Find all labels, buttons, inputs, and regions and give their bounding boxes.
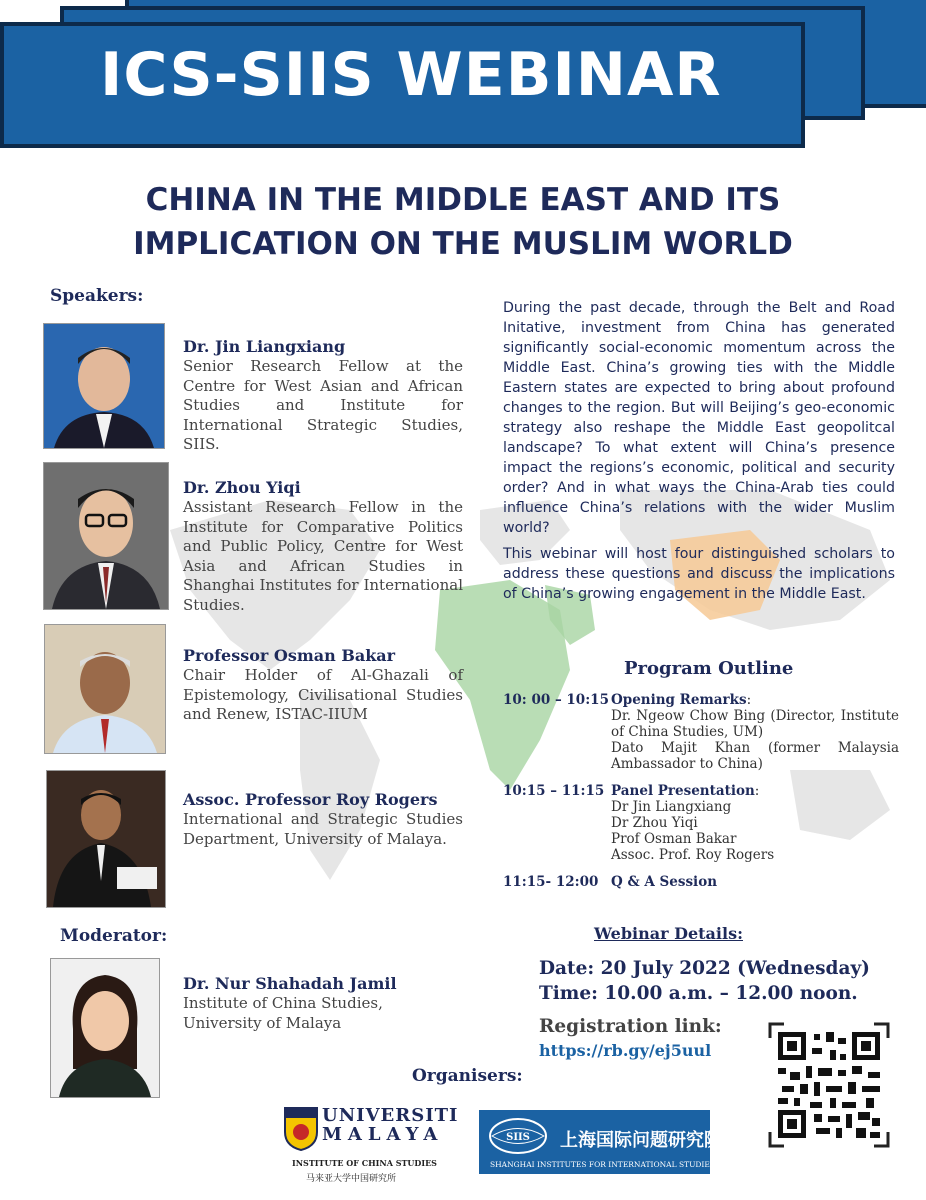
moderator-label: Moderator: [60, 926, 168, 946]
program-title: Program Outline [624, 658, 794, 679]
program-item [611, 874, 899, 890]
qr-code-icon[interactable] [768, 1022, 890, 1148]
program-item-suffix: : [754, 783, 760, 799]
webinar-intro [503, 298, 895, 610]
program-item-suffix: : [746, 692, 752, 708]
webinar-title [20, 178, 906, 266]
universiti-malaya-name [322, 1106, 458, 1144]
speaker-name: Dr. Jin Liangxiang [183, 337, 346, 356]
speaker-desc: Assistant Research Fellow in the Institute for Comparative Politics and Public Policy, Centre for West Asia and African Studies in Shanghai Institutes for International Studies. [183, 498, 463, 614]
banner-title: ICS-SIIS WEBINAR [100, 40, 722, 110]
moderator-name: Dr. Nur Shahadah Jamil [183, 974, 397, 993]
program-item-title: Opening Remarks [611, 692, 747, 708]
webinar-title-line1: CHINA IN THE MIDDLE EAST AND ITS [145, 182, 781, 218]
speaker-name: Professor Osman Bakar [183, 646, 396, 665]
speaker-photo-osman [44, 624, 166, 754]
siis-badge-text: SIIS [506, 1132, 530, 1143]
siis-name-en: SHANGHAI INSTITUTES FOR INTERNATIONAL STUDIES [490, 1160, 716, 1169]
speaker-desc: Chair Holder of Al-Ghazali of Epistemology, Civilisational Studies and Renew, ISTAC-IIUM [183, 666, 463, 723]
speaker-zhou [183, 478, 463, 615]
moderator-desc: Institute of China Studies, University of Malaya [183, 994, 383, 1032]
registration-label: Registration link: [539, 1016, 722, 1037]
program-time: 10: 00 – 10:15 [503, 692, 609, 708]
moderator-avatar-icon [51, 959, 159, 1097]
moderator [183, 974, 463, 1033]
speaker-photo-roy [46, 770, 166, 908]
webinar-time: Time: 10.00 a.m. – 12.00 noon. [539, 983, 858, 1004]
webinar-details-title: Webinar Details: [594, 924, 743, 943]
webinar-date: Date: 20 July 2022 (Wednesday) [539, 958, 870, 979]
program-item-line: Assoc. Prof. Roy Rogers [611, 847, 775, 863]
moderator-photo [50, 958, 160, 1098]
webinar-title-line2: IMPLICATION ON THE MUSLIM WORLD [133, 226, 793, 262]
program-item-title: Panel Presentation [611, 783, 755, 799]
program-item-line: Prof Osman Bakar [611, 831, 737, 847]
intro-paragraph: This webinar will host four distinguished scholars to address these questions and discuss the implications of China’s growing engagement in the Middle East. [503, 546, 895, 602]
program-item-line: Dato Majit Khan (former Malaysia Ambassador to China) [611, 740, 899, 772]
program-item-title: Q & A Session [611, 874, 718, 890]
registration-link[interactable]: https://rb.gy/ej5uul [539, 1041, 712, 1060]
speakers-label: Speakers: [50, 286, 144, 306]
intro-paragraph: During the past decade, through the Belt and Road Initative, investment from China has generated significantly social-economic momentum across the Middle East. China’s growing ties with the Middle Eastern states are expected to bring about profound changes to the region. But will Beijing’s geo-economic strategy also reshape the Middle East geopolitcal landscape? To what extent will China’s presence impact the regions’s economic, political and security order? And in what ways the China-Arab ties could influence China’s relations with the wider Muslim world? [503, 300, 895, 536]
speaker-avatar-icon [44, 463, 168, 609]
speaker-name: Assoc. Professor Roy Rogers [183, 790, 438, 809]
um-institute: INSTITUTE OF CHINA STUDIES [292, 1158, 437, 1168]
um-line1: UNIVERSITI [322, 1105, 459, 1126]
speaker-avatar-icon [45, 625, 165, 753]
speaker-jin [183, 337, 463, 455]
program-item [611, 692, 899, 772]
universiti-malaya-crest-icon [283, 1106, 319, 1152]
um-institute-cn: 马来亚大学中国研究所 [306, 1174, 397, 1184]
organisers-label: Organisers: [412, 1066, 523, 1086]
program-time: 10:15 – 11:15 [503, 783, 605, 799]
speaker-photo-zhou [43, 462, 169, 610]
speaker-roy [183, 790, 463, 849]
program-item [611, 783, 899, 863]
um-line2: MALAYA [322, 1124, 444, 1145]
program-item-line: Dr Jin Liangxiang [611, 799, 732, 815]
speaker-photo-jin [43, 323, 165, 449]
speaker-avatar-icon [44, 324, 164, 448]
siis-name-cn: 上海国际问题研究院 [560, 1130, 722, 1151]
speaker-desc: International and Strategic Studies Department, University of Malaya. [183, 810, 463, 848]
program-item-line: Dr Zhou Yiqi [611, 815, 698, 831]
speaker-desc: Senior Research Fellow at the Centre for West Asian and African Studies and Institute for International Strategic Studies, SIIS. [183, 357, 463, 453]
program-item-line: Dr. Ngeow Chow Bing (Director, Institute of China Studies, UM) [611, 708, 899, 740]
speaker-name: Dr. Zhou Yiqi [183, 478, 301, 497]
speaker-osman [183, 646, 463, 725]
program-time: 11:15- 12:00 [503, 874, 599, 890]
speaker-avatar-icon [47, 771, 165, 907]
siis-emblem-icon [488, 1117, 548, 1155]
